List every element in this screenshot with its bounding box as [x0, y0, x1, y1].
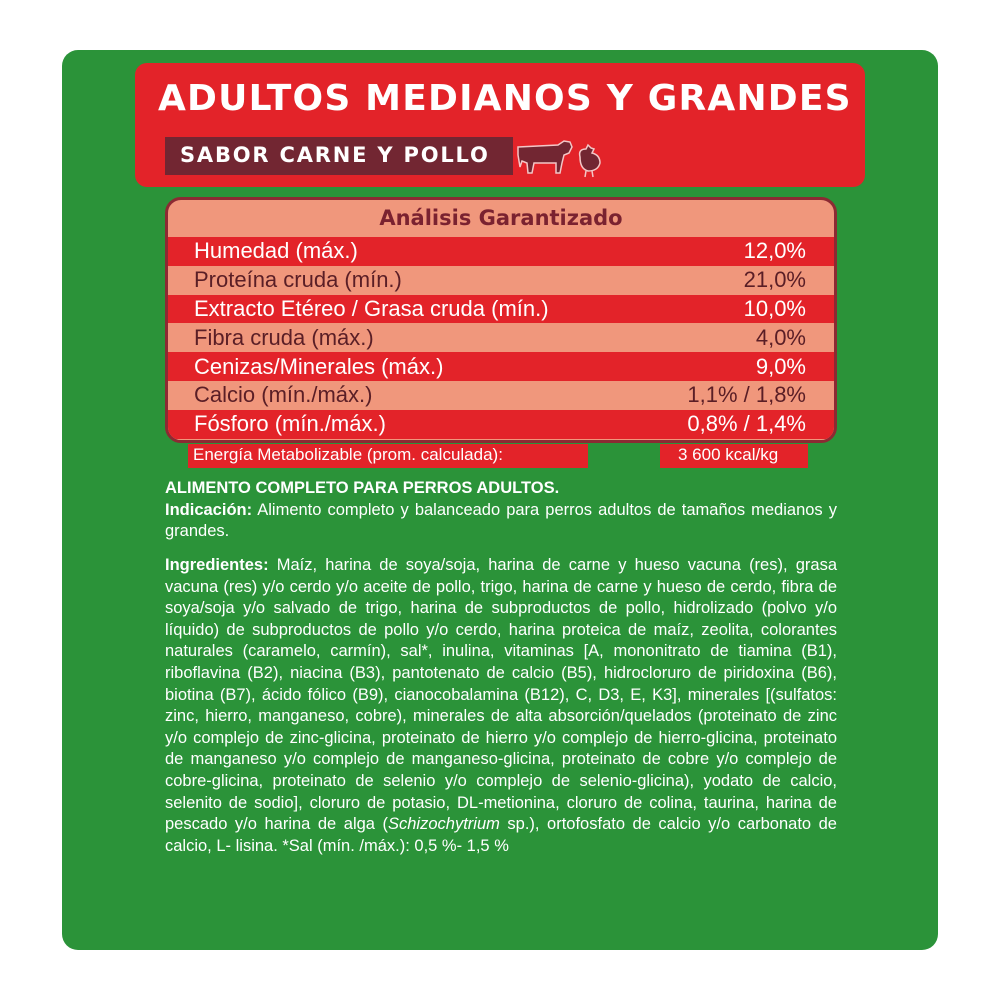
animal-icons — [514, 133, 604, 179]
ingredients-italic: Schizochytrium — [388, 815, 500, 834]
analysis-title: Análisis Garantizado — [379, 206, 623, 230]
chicken-icon — [580, 145, 600, 177]
info-block — [165, 478, 837, 543]
energy-label: Energía Metabolizable (prom. calculada): — [193, 445, 503, 464]
row-label: Fibra cruda (máx.) — [194, 324, 374, 350]
analysis-row — [168, 381, 834, 410]
indication-paragraph — [165, 500, 837, 543]
row-label: Proteína cruda (mín.) — [194, 267, 402, 293]
indication-label: Indicación: — [165, 500, 253, 519]
product-title: ADULTOS MEDIANOS Y GRANDES — [158, 78, 852, 119]
row-value: 9,0% — [755, 353, 806, 379]
ingredients-paragraph — [165, 555, 837, 857]
ingredients-label: Ingredientes: — [165, 556, 269, 574]
row-value: 0,8% / 1,4% — [687, 411, 806, 437]
analysis-row — [168, 295, 834, 324]
indication-text: Alimento completo y balanceado para perros adultos de tamaños medianos y grandes. — [165, 500, 837, 541]
analysis-row — [168, 352, 834, 381]
guaranteed-analysis-table — [165, 197, 837, 443]
cow-icon — [518, 141, 572, 173]
row-label: Calcio (mín./máx.) — [194, 382, 373, 408]
ingredients-text: Maíz, harina de soya/soja, harina de carne y hueso vacuna (res), grasa vacuna (res) y/o cerdo y/o aceite de pollo, trigo, harina de carne y hueso de cerdo, fibra de soya/soja y/o salvado de trigo, harina de subproductos de pollo, hidrolizado (polvo y/o líquido) de subproductos de pollo y/o cerdo, harina proteica de maíz, zeolita, colorantes naturales (caramelo, carmín), sal*, inulina, vitaminas [A, mononitrato de tiamina (B1), riboflavina (B2), niacina (B3), pantotenato de calcio (B5), hidrocloruro de piridoxina (B6), biotina (B7), ácido fólico (B9), cianocobalamina (B12), C, D3, E, K3], minerales [(sulfatos: zinc, hierro, manganeso, cobre), minerales de alta absorción/quelados (proteinato de zinc y/o complejo de zinc-glicina, proteinato de hierro y/o complejo de hierro-glicina, proteinato de manganeso y/o complejo de manganeso-glicina, proteinato de cobre y/o complejo de cobre-glicina, proteinato de selenio y/o complejo de selenio-glicina), yodato de calcio, selenito de sodio], cloruro de potasio, DL-metionina, cloruro de colina, taurina, harina de pescado y/o harina de alga ( — [165, 556, 837, 834]
row-label: Extracto Etéreo / Grasa cruda (mín.) — [194, 295, 549, 321]
energy-value: 3 600 kcal/kg — [678, 445, 779, 464]
row-label: Cenizas/Minerales (máx.) — [194, 353, 444, 379]
analysis-row — [168, 237, 834, 266]
analysis-row — [168, 410, 834, 439]
ingredients-text-end: sp.), ortofosfato de calcio y/o carbonato de calcio, L- lisina. *Sal (mín. /máx.): 0,5 %- 1,5 % — [165, 815, 837, 855]
flavor-label: SABOR CARNE Y POLLO — [180, 143, 490, 167]
analysis-row — [168, 266, 834, 295]
analysis-row — [168, 323, 834, 352]
row-value: 21,0% — [743, 267, 806, 293]
row-value: 12,0% — [743, 238, 806, 264]
row-value: 1,1% / 1,8% — [687, 382, 806, 408]
headline: ALIMENTO COMPLETO PARA PERROS ADULTOS. — [165, 479, 560, 497]
row-value: 10,0% — [743, 295, 806, 321]
row-value: 4,0% — [755, 324, 806, 350]
row-label: Humedad (máx.) — [194, 238, 358, 264]
row-label: Fósforo (mín./máx.) — [194, 411, 386, 437]
